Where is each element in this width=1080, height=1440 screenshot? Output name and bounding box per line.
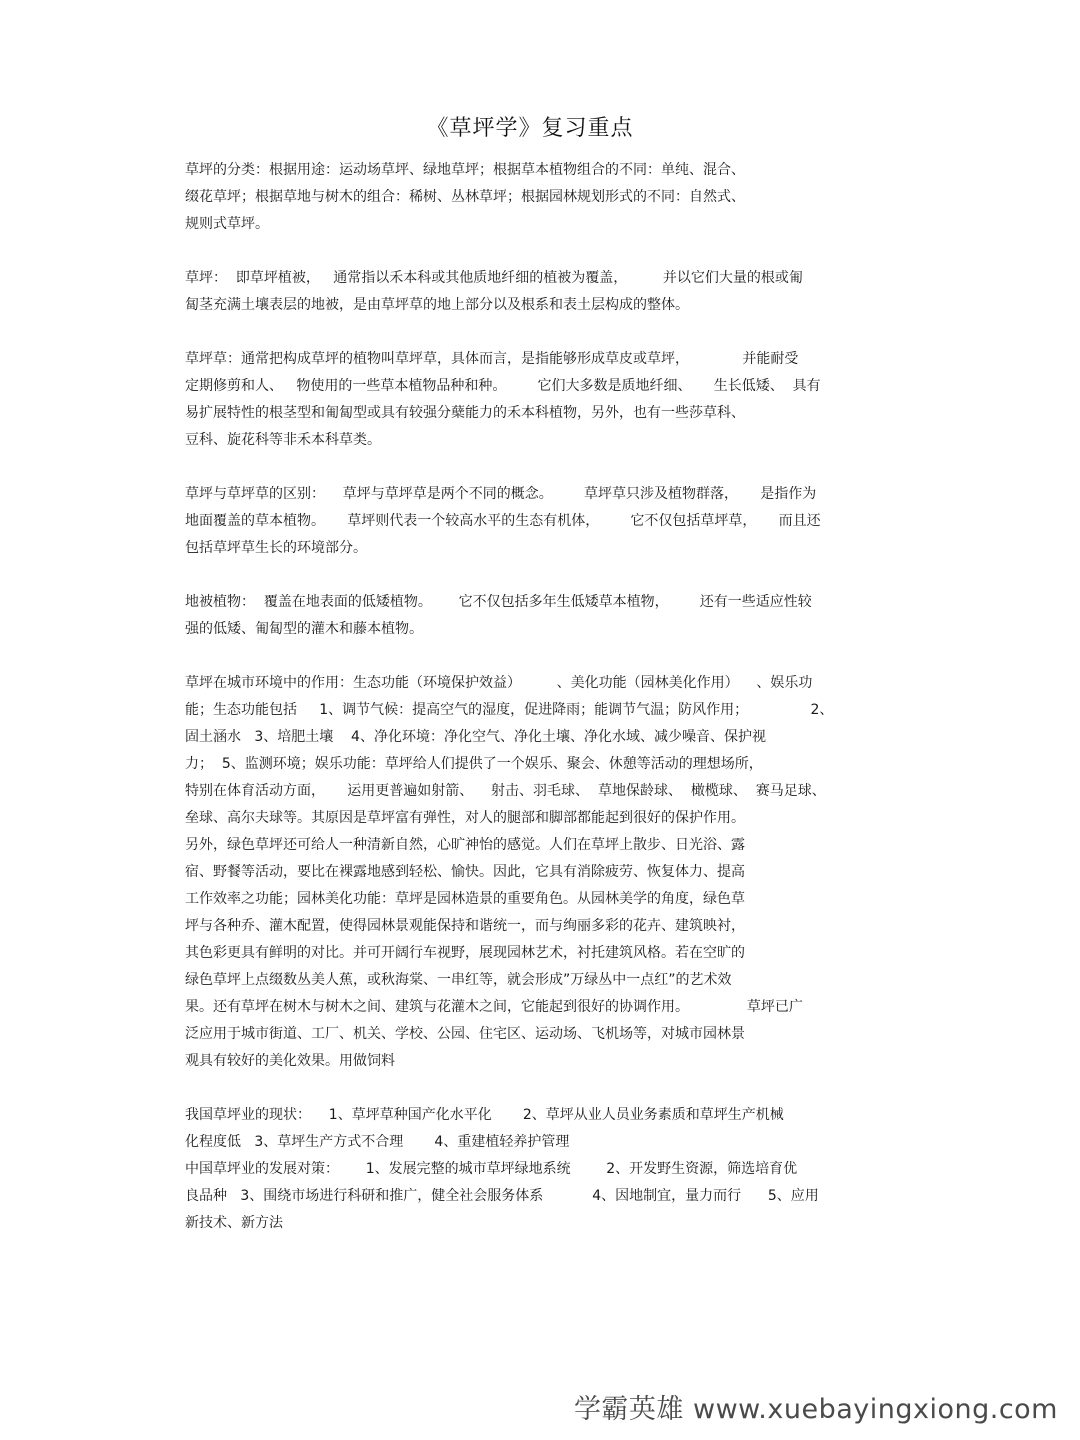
paragraph-ground-cover bbox=[185, 589, 905, 643]
text-line: 草坪： 即草坪植被， 通常指以禾本科或其他质地纤细的植被为覆盖， 并以它们大量的根或匍 bbox=[185, 270, 803, 286]
text-line: 草坪与草坪草的区别： 草坪与草坪草是两个不同的概念。 草坪草只涉及植物群落， 是指作为 bbox=[185, 486, 817, 502]
text-line: 草坪草：通常把构成草坪的植物叫草坪草，具体而言，是指能够形成草皮或草坪， 并能耐受 bbox=[185, 351, 799, 367]
text-line: 易扩展特性的根茎型和匍匐型或具有较强分蘖能力的禾本科植物，另外，也有一些莎草科、 bbox=[185, 405, 745, 421]
paragraph-gap bbox=[185, 454, 905, 481]
text-line: 观具有较好的美化效果。用做饲料 bbox=[185, 1053, 395, 1069]
text-line: 包括草坪草生长的环境部分。 bbox=[185, 540, 367, 556]
text-line: 其色彩更具有鲜明的对比。并可开阔行车视野，展现园林艺术，衬托建筑风格。若在空旷的 bbox=[185, 945, 745, 961]
text-line: 豆科、旋花科等非禾本科草类。 bbox=[185, 432, 381, 448]
text-line: 缀花草坪；根据草地与树木的组合：稀树、丛林草坪；根据园林规划形式的不同：自然式、 bbox=[185, 189, 745, 205]
text-line: 匐茎充满土壤表层的地被，是由草坪草的地上部分以及根系和表土层构成的整体。 bbox=[185, 297, 689, 313]
text-line: 中国草坪业的发展对策： 1、发展完整的城市草坪绿地系统 2、开发野生资源，筛选培育优 bbox=[185, 1161, 798, 1177]
text-line: 草坪的分类：根据用途：运动场草坪、绿地草坪；根据草本植物组合的不同：单纯、混合、 bbox=[185, 162, 745, 178]
text-line: 定期修剪和人、 物使用的一些草本植物品种和种。 它们大多数是质地纤细、 生长低矮、 具有 bbox=[185, 378, 821, 394]
text-line: 地面覆盖的草本植物。 草坪则代表一个较高水平的生态有机体， 它不仅包括草坪草， 而且还 bbox=[185, 513, 821, 529]
text-line: 草坪在城市环境中的作用：生态功能（环境保护效益） 、美化功能（园林美化作用） 、娱乐功 bbox=[185, 675, 813, 691]
document-title: 《草坪学》复习重点 bbox=[426, 116, 634, 141]
text-line: 宿、野餐等活动，要比在裸露地感到轻松、愉快。因此，它具有消除疲劳、恢复体力、提高 bbox=[185, 864, 745, 880]
text-line: 工作效率之功能；园林美化功能：草坪是园林造景的重要角色。从园林美学的角度，绿色草 bbox=[185, 891, 745, 907]
text-line: 规则式草坪。 bbox=[185, 216, 269, 232]
text-line: 泛应用于城市街道、工厂、机关、学校、公园、住宅区、运动场、飞机场等，对城市园林景 bbox=[185, 1026, 745, 1042]
text-line: 地被植物： 覆盖在地表面的低矮植物。 它不仅包括多年生低矮草本植物， 还有一些适应性较 bbox=[185, 594, 812, 610]
text-line: 良品种 3、围绕市场进行科研和推广，健全社会服务体系 4、因地制宜，量力而行 5、应用 bbox=[185, 1188, 819, 1204]
text-line: 新技术、新方法 bbox=[185, 1215, 283, 1231]
paragraph-gap bbox=[185, 562, 905, 589]
text-line: 坪与各种乔、灌木配置，使得园林景观能保持和谐统一，而与绚丽多彩的花卉、建筑映衬， bbox=[185, 918, 745, 934]
text-line: 另外，绿色草坪还可给人一种清新自然，心旷神怡的感觉。人们在草坪上散步、日光浴、露 bbox=[185, 837, 745, 853]
paragraph-gap bbox=[185, 238, 905, 265]
paragraph-turfgrass-definition bbox=[185, 346, 905, 454]
text-line: 我国草坪业的现状： 1、草坪草种国产化水平化 2、草坪从业人员业务素质和草坪生产机械 bbox=[185, 1107, 784, 1123]
paragraph-functions bbox=[185, 670, 905, 1075]
paragraph-gap bbox=[185, 319, 905, 346]
text-line: 力； 5、监测环境；娱乐功能：草坪给人们提供了一个娱乐、聚会、休憩等活动的理想场所， bbox=[185, 756, 763, 772]
text-line: 固土涵水 3、培肥土壤 4、净化环境：净化空气、净化土壤、净化水域、减少噪音、保护视 bbox=[185, 729, 766, 745]
text-line: 绿色草坪上点缀数丛美人蕉，或秋海棠、一串红等，就会形成”万绿丛中一点红”的艺术效 bbox=[185, 972, 732, 988]
text-line: 特别在体育活动方面， 运用更普遍如射箭、 射击、羽毛球、 草地保龄球、 橄榄球、 赛马足球、 bbox=[185, 783, 826, 799]
text-line: 果。还有草坪在树木与树木之间、建筑与花灌木之间，它能起到很好的协调作用。 草坪已广 bbox=[185, 999, 803, 1015]
text-line: 强的低矮、匍匐型的灌木和藤本植物。 bbox=[185, 621, 423, 637]
paragraph-gap bbox=[185, 643, 905, 670]
paragraph-lawn-definition bbox=[185, 265, 905, 319]
paragraph-industry-status bbox=[185, 1102, 905, 1237]
site-watermark: 学霸英雄 www.xuebayingxiong.com bbox=[573, 1394, 1058, 1425]
text-line: 垒球、高尔夫球等。其原因是草坪富有弹性，对人的腿部和脚部都能起到很好的保护作用。 bbox=[185, 810, 745, 826]
paragraph-difference bbox=[185, 481, 905, 562]
text-line: 能；生态功能包括 1、调节气候：提高空气的湿度，促进降雨；能调节气温；防风作用； 2、 bbox=[185, 702, 834, 718]
paragraph-gap bbox=[185, 1075, 905, 1102]
paragraph-classification bbox=[185, 157, 905, 238]
text-line: 化程度低 3、草坪生产方式不合理 4、重建植轻养护管理 bbox=[185, 1134, 570, 1150]
document-body bbox=[185, 157, 905, 1237]
